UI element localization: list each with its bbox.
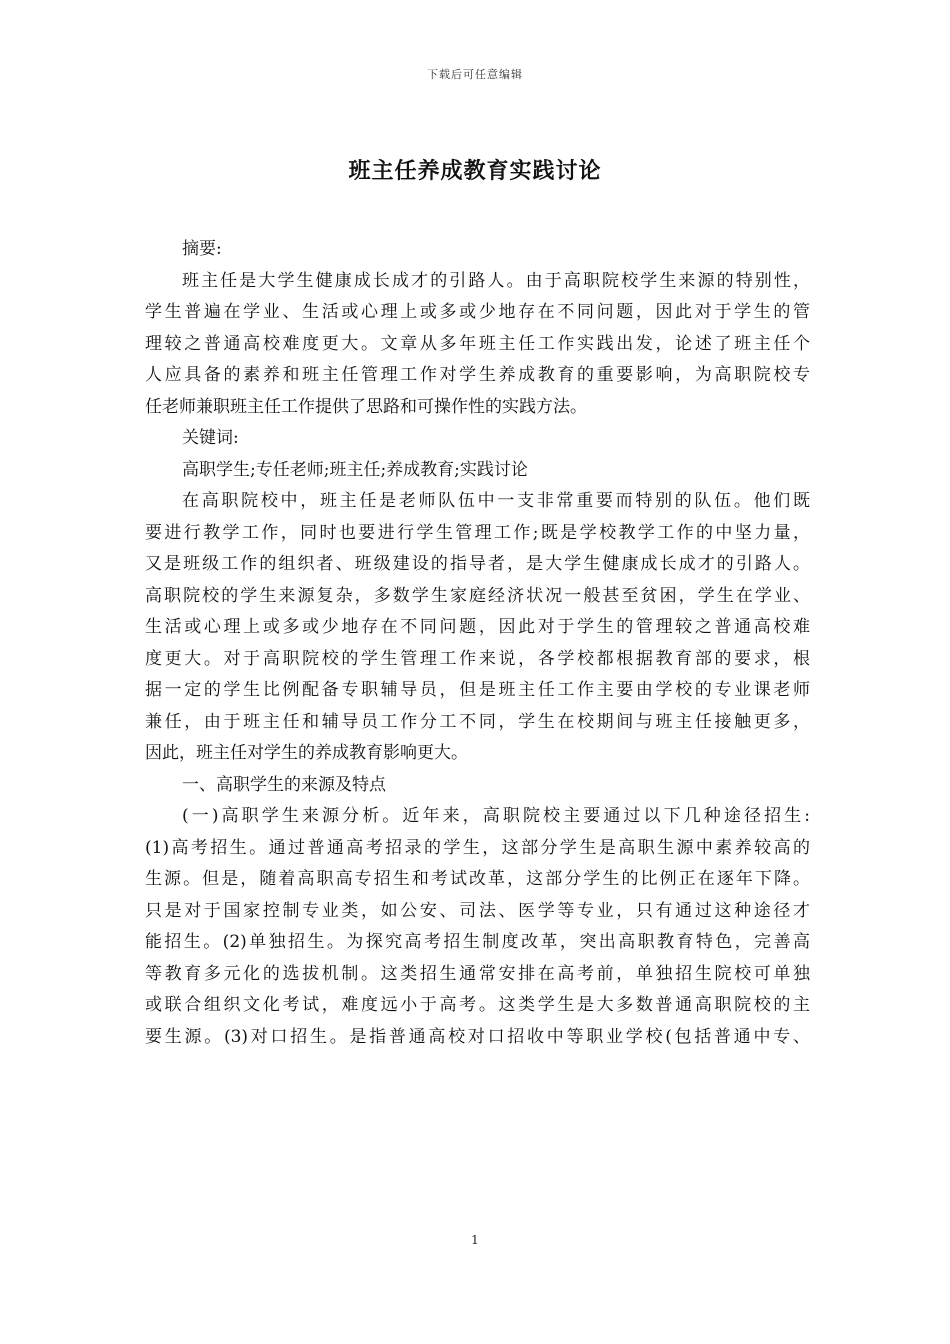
body-text-line: 在高职院校中，班主任是老师队伍中一支非常重要而特别的队伍。他们既	[182, 491, 810, 511]
body-text-line: 生活或心理上或多或少地存在不同问题，因此对于学生的管理较之普通高校难	[145, 617, 810, 637]
body-text-line: 只是对于国家控制专业类，如公安、司法、医学等专业，只有通过这种途径才	[145, 900, 810, 921]
body-text-line: 理较之普通高校难度更大。文章从多年班主任工作实践出发，论述了班主任个	[145, 333, 810, 354]
page-header-note: 下载后可任意编辑	[427, 68, 523, 81]
body-text-line: (一)高职学生来源分析。近年来，高职院校主要通过以下几种途径招生:	[182, 806, 810, 826]
body-text-line: 等教育多元化的选拔机制。这类招生通常安排在高考前，单独招生院校可单独	[145, 963, 810, 984]
body-text-line: 因此，班主任对学生的养成教育影响更大。	[145, 743, 468, 763]
body-text-line: 高职院校的学生来源复杂，多数学生家庭经济状况一般甚至贫困，学生在学业、	[145, 585, 810, 606]
body-text-line: 生源。但是，随着高职高专招生和考试改革，这部分学生的比例正在逐年下降。	[145, 869, 810, 889]
body-text-line: 人应具备的素养和班主任管理工作对学生养成教育的重要影响，为高职院校专	[145, 365, 810, 385]
page-number: 1	[471, 1233, 479, 1247]
body-text-line: 要进行教学工作，同时也要进行学生管理工作;既是学校教学工作的中坚力量，	[145, 522, 810, 543]
body-text-line: (1)高考招生。通过普通高考招录的学生，这部分学生是高职生源中素养较高的	[145, 837, 810, 858]
body-text-line: 兼任，由于班主任和辅导员工作分工不同，学生在校期间与班主任接触更多，	[145, 711, 810, 732]
body-text-line: 班主任是大学生健康成长成才的引路人。由于高职院校学生来源的特别性，	[182, 270, 810, 291]
body-text-line: 能招生。(2)单独招生。为探究高考招生制度改革，突出高职教育特色，完善高	[145, 932, 810, 952]
document-body	[145, 234, 810, 1053]
body-text-line: 又是班级工作的组织者、班级建设的指导者，是大学生健康成长成才的引路人。	[145, 554, 810, 574]
body-text-line: 要生源。(3)对口招生。是指普通高校对口招收中等职业学校(包括普通中专、	[145, 1026, 810, 1047]
body-text-line: 据一定的学生比例配备专职辅导员，但是班主任工作主要由学校的专业课老师	[145, 680, 810, 700]
body-text-line: 摘要:	[182, 239, 222, 259]
body-text-line: 学生普遍在学业、生活或心理上或多或少地存在不同问题，因此对于学生的管	[145, 302, 810, 322]
body-text-line: 关键词:	[182, 428, 239, 448]
document-title: 班主任养成教育实践讨论	[348, 158, 602, 184]
body-text-line: 任老师兼职班主任工作提供了思路和可操作性的实践方法。	[145, 396, 587, 417]
body-text-line: 高职学生;专任老师;班主任;养成教育;实践讨论	[182, 459, 528, 480]
body-text-line: 一、高职学生的来源及特点	[182, 774, 386, 795]
body-text-line: 度更大。对于高职院校的学生管理工作来说，各学校都根据教育部的要求，根	[145, 648, 810, 669]
body-text-line: 或联合组织文化考试，难度远小于高考。这类学生是大多数普通高职院校的主	[145, 995, 810, 1015]
